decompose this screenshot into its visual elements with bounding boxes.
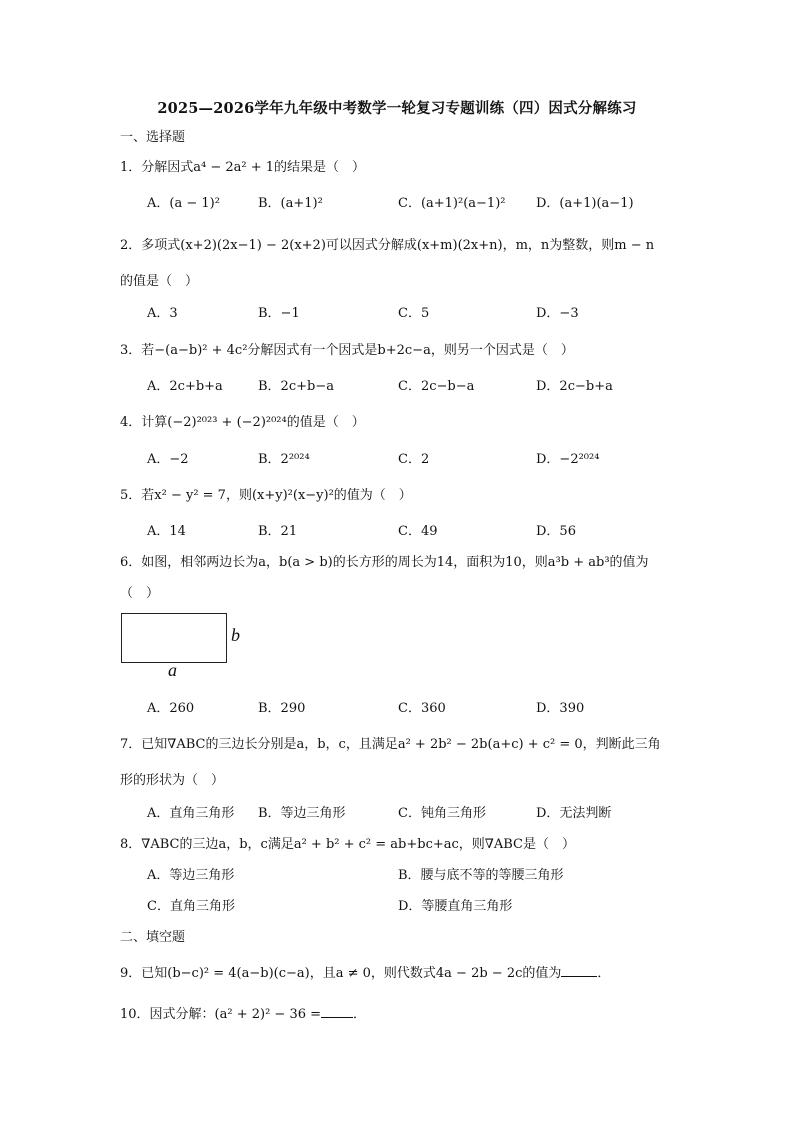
q7-option-c: C．钝角三角形 [398,806,486,821]
q3-option-d: D．2c−b+a [536,379,613,394]
q8-option-a: A．等边三角形 [147,868,235,883]
q5-option-a: A．14 [147,524,186,539]
question-7-stem-line1: 7．已知∇ABC的三边长分别是a，b，c，且满足a² + 2b² − 2b(a+c) + c² = 0，判断此三角 [120,737,661,752]
answer-blank [561,966,597,977]
q4-option-a: A．−2 [147,452,189,467]
q4-option-b: B．2²⁰²⁴ [258,452,310,467]
q6-option-d: D．390 [536,701,585,716]
section-heading-choice: 一、选择题 [120,130,186,145]
question-8-stem: 8．∇ABC的三边a，b，c满足a² + b² + c² = ab+bc+ac，则∇ABC是（ ） [120,837,575,852]
question-10-stem [120,1003,366,1022]
q7-option-b: B．等边三角形 [258,806,346,821]
q1-option-c: C．(a+1)²(a−1)² [398,196,506,211]
q1-option-d: D．(a+1)(a−1) [536,196,634,211]
section-heading-fill: 二、填空题 [120,930,186,945]
q2-option-d: D．−3 [536,306,579,321]
question-10-end: ． [353,1007,367,1022]
answer-blank [321,1007,353,1018]
question-6-stem-line2: （ ） [120,586,160,601]
question-2-stem-line1: 2．多项式(x+2)(2x−1) − 2(x+2)可以因式分解成(x+m)(2x+n)，m，n为整数，则m − n [120,238,655,253]
q3-option-c: C．2c−b−a [398,379,475,394]
q2-option-c: C．5 [398,306,430,321]
q5-option-d: D．56 [536,524,576,539]
q5-option-b: B．21 [258,524,298,539]
question-7-stem-line2: 形的形状为（ ） [120,773,225,788]
question-10-text: 10．因式分解：(a² + 2)² − 36 = [120,1007,322,1022]
question-9-stem [120,962,610,981]
question-9-text: 9．已知(b−c)² = 4(a−b)(c−a)，且a ≠ 0，则代数式4a − 2b − 2c的值为 [120,966,562,981]
q5-option-c: C．49 [398,524,438,539]
q3-option-a: A．2c+b+a [147,379,223,394]
q6-option-a: A．260 [147,701,195,716]
question-1-stem: 1．分解因式a⁴ − 2a² + 1的结果是（ ） [120,160,366,175]
q8-option-b: B．腰与底不等的等腰三角形 [398,868,564,883]
rectangle-figure [121,613,227,663]
q3-option-b: B．2c+b−a [258,379,334,394]
q1-option-b: B．(a+1)² [258,196,323,211]
question-2-stem-line2: 的值是（ ） [120,274,199,289]
page-title: 2025—2026学年九年级中考数学一轮复习专题训练（四）因式分解练习 [157,100,637,117]
question-3-stem: 3．若−(a−b)² + 4c²分解因式有一个因式是b+2c−a，则另一个因式是（ ） [120,343,574,358]
q7-option-a: A．直角三角形 [147,806,235,821]
q4-option-c: C．2 [398,452,430,467]
q4-option-d: D．−2²⁰²⁴ [536,452,600,467]
question-5-stem: 5．若x² − y² = 7，则(x+y)²(x−y)²的值为（ ） [120,488,412,503]
q6-option-c: C．360 [398,701,446,716]
question-4-stem: 4．计算(−2)²⁰²³ + (−2)²⁰²⁴的值是（ ） [120,415,365,430]
figure-label-a: a [168,660,177,680]
q2-option-a: A．3 [147,306,178,321]
q8-option-d: D．等腰直角三角形 [398,899,513,914]
q8-option-c: C．直角三角形 [147,899,235,914]
q6-option-b: B．290 [258,701,306,716]
q7-option-d: D．无法判断 [536,806,612,821]
question-9-end: ． [597,966,611,981]
q2-option-b: B．−1 [258,306,300,321]
figure-label-b: b [231,625,240,645]
q1-option-a: A．(a − 1)² [147,196,220,211]
question-6-stem-line1: 6．如图，相邻两边长为a，b(a > b)的长方形的周长为14，面积为10，则a³b + ab³的值为 [120,555,649,570]
